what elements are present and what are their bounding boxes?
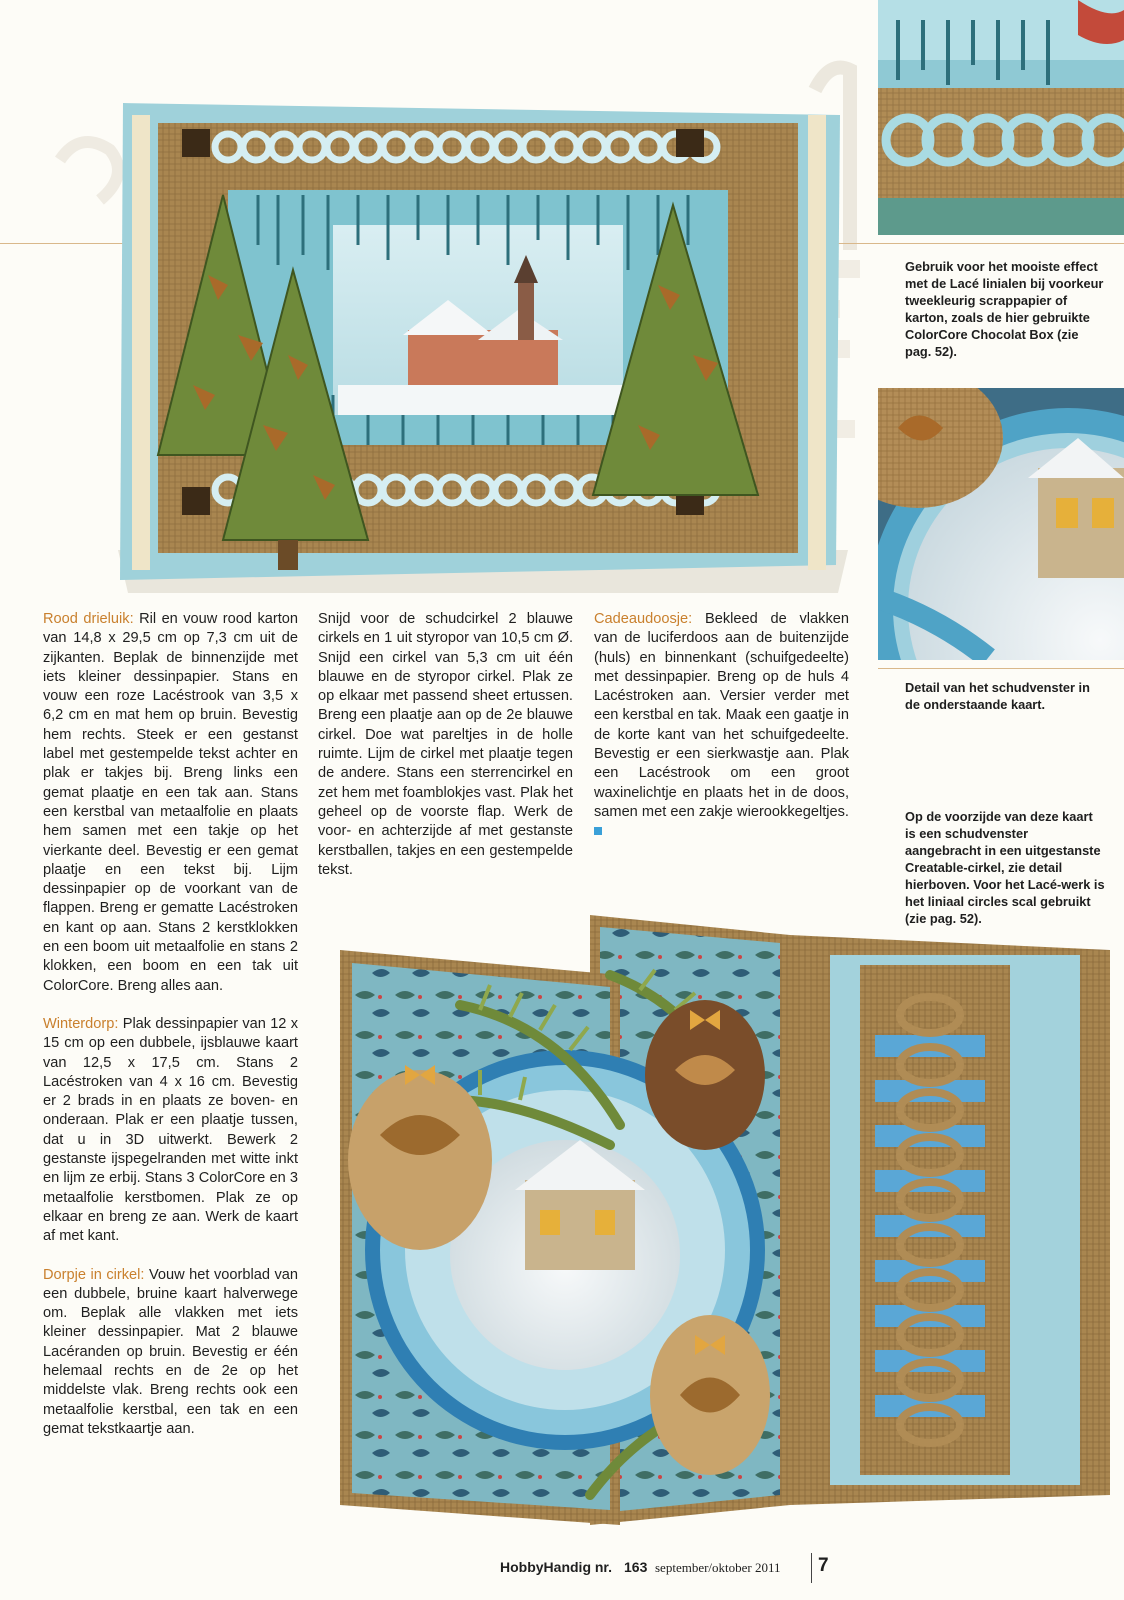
- text-cadeaudoosje: Bekleed de vlakken van de luciferdoos aan de buitenzijde (huls) en binnenkant (schuifgedeelte) met dessinpapier. Breng op de huls 4 Lacéstroken aan. Versier verder met een kerstbal en tak. Maak een gaatje in de korte kant van het schuifgedeelte. Bevestig er een sierkwastje aan. Plak een Lacéstrook om een groot waxinelichtje en plaats het in de doos, samen met een zakje wierookkegeltjes.: [594, 611, 849, 820]
- rule-middle: [878, 668, 1124, 669]
- article-schudcirkel: [318, 610, 573, 880]
- photo-lace-detail: [878, 0, 1124, 235]
- text-winterdorp: Plak dessinpapier van 12 x 15 cm op een dubbele, ijsblauwe kaart van 12,5 x 17,5 cm. Stans 2 Lacéstroken van 4 x 16 cm. Bevestig er 2 brads in en plaats ze boven- en onderaan. Plak er een plaatje tussen, dat u in 3D uitwerkt. Bewerk 2 gestanste ijspegelranden met witte inkt en lijm ze erbij. Stans 3 ColorCore en 3 metaalfolie kerstbomen. Plak ze op elkaar en breng ze aan. Werk de kaart af met kant.: [43, 1015, 298, 1245]
- article-winterdorp: [43, 1015, 298, 1247]
- column-2: [318, 610, 573, 899]
- column-1: [43, 610, 298, 1458]
- end-square-icon: [594, 827, 602, 835]
- heading-cadeaudoosje: Cadeaudoosje:: [594, 611, 693, 627]
- caption-middle-right: Detail van het schudvenster in de onderstaande kaart.: [905, 680, 1090, 712]
- article-cadeaudoosje: [594, 610, 849, 842]
- photo-dorpje-card: [310, 905, 1110, 1550]
- heading-dorpje-in-cirkel: Dorpje in cirkel:: [43, 1266, 145, 1283]
- heading-rood-drieluik: Rood drieluik:: [43, 611, 134, 627]
- footer-issue: 163: [624, 1559, 648, 1575]
- text-schudcirkel: Snijd voor de schudcirkel 2 blauwe cirkels en 1 uit styropor van 10,5 cm Ø. Snijd een cirkel van 5,3 cm uit één blauwe en de styropor cirkel. Plak ze op elkaar met passend sheet ertussen. Breng een plaatje aan op de 2e blauwe cirkel. Doe wat pareltjes in de holle ruimte. Lijm de cirkel met plaatje tegen de andere. Stans een sterrencirkel en zet hem met foamblokjes vast. Plak het geheel op de voorste flap. Werk de voor- en achterzijde af met gestanste kerstballen, takjes en een gestempelde tekst.: [318, 611, 573, 878]
- caption-lower-right: Op de voorzijde van deze kaart is een schudvenster aangebracht in een uitgestanste Creatable-cirkel, zie detail hierboven. Voor het Lacé-werk is het liniaal circles scal gebruikt (zie pag. 52).: [905, 809, 1105, 926]
- caption-top-right: Gebruik voor het mooiste effect met de Lacé linialen bij voorkeur tweekleurig scrappapier of karton, zoals de hier gebruikte ColorCore Chocolat Box (zie pag. 52).: [905, 259, 1104, 359]
- photo-winterdorp-card: [118, 95, 848, 593]
- column-3: [594, 610, 849, 861]
- article-dorpje-in-cirkel: [43, 1266, 298, 1440]
- heading-winterdorp: Winterdorp:: [43, 1015, 119, 1032]
- text-dorpje-in-cirkel: Vouw het voorblad van een dubbele, bruine kaart halverwege om. Beplak alle vlakken met iets kleiner dessinpapier. Mat 2 blauwe Lacéranden op bruin. Bevestig er één helemaal rechts en de 2e op het middelste vlak. Breng rechts ook een metaalfolie kerstbal, een tak en een gemat tekstkaartje aan.: [43, 1266, 298, 1437]
- footer-magazine: HobbyHandig nr.: [500, 1559, 612, 1575]
- footer-date: september/oktober 2011: [655, 1560, 781, 1575]
- article-rood-drieluik: [43, 610, 298, 996]
- footer: [500, 1553, 840, 1583]
- footer-divider: [811, 1553, 812, 1583]
- footer-page-number: 7: [818, 1555, 829, 1576]
- text-rood-drieluik: Ril en vouw rood karton van 14,8 x 29,5 cm op 7,3 cm uit de zijkanten. Beplak de binnenzijde met iets kleiner dessinpapier. Stans en vouw een roze Lacéstrook van 3,5 x 6,2 cm en mat hem op bruin. Bevestig hem rechts. Steek er een gestanst label met gestempelde tekst achter en plak er takjes bij. Breng links een gemat plaatje en een tak aan. Stans een kerstbal van metaalfolie en plaats hem samen met een takje op het vierkante deel. Bevestig er een gemat plaatje en een tekst bij. Lijm dessinpapier op de voorkant van de flappen. Breng er gematte Lacéstroken en kant op aan. Stans 2 kerstklokken en een boom uit metaalfolie en stans 2 klokken, een boom en een tak uit ColorCore. Breng alles aan.: [43, 611, 299, 994]
- photo-shaker-detail: [878, 388, 1124, 660]
